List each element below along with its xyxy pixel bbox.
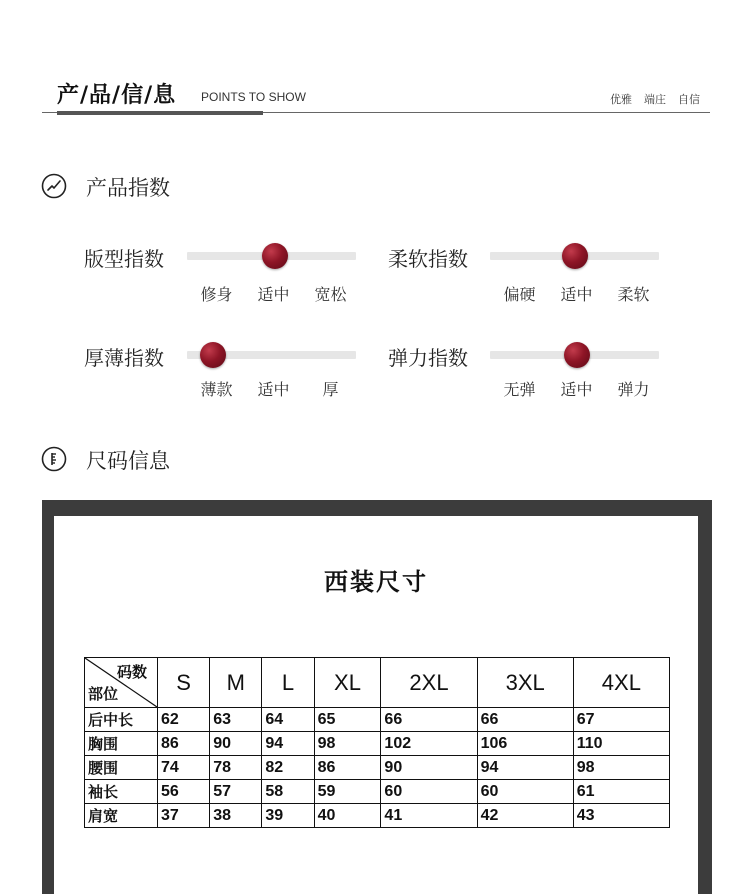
table-cell: 38: [210, 804, 262, 828]
table-cell: 57: [210, 780, 262, 804]
table-row: [85, 708, 670, 732]
index-label: 弹力指数: [388, 346, 468, 370]
size-header: M: [210, 658, 262, 708]
index-option: 厚: [322, 380, 339, 399]
size-header: XL: [314, 658, 381, 708]
index-knob: [564, 342, 590, 368]
table-row: [85, 804, 670, 828]
table-cell: 98: [573, 756, 669, 780]
table-cell: 86: [314, 756, 381, 780]
index-knob: [200, 342, 226, 368]
table-cell: 41: [381, 804, 477, 828]
table-cell: 37: [158, 804, 210, 828]
header-tag: 优雅: [610, 93, 632, 106]
trend-check-icon: [41, 173, 65, 197]
table-cell: 63: [210, 708, 262, 732]
corner-label-part: 部位: [88, 685, 119, 703]
index-knob: [262, 243, 288, 269]
table-cell: 43: [573, 804, 669, 828]
table-header-row: [85, 658, 670, 708]
table-cell: 102: [381, 732, 477, 756]
size-chart-title: 西装尺寸: [324, 568, 428, 596]
index-option: 修身: [200, 285, 233, 304]
table-cell: 94: [262, 732, 314, 756]
size-header: L: [262, 658, 314, 708]
ruler-list-icon: [41, 446, 65, 470]
index-label: 厚薄指数: [84, 346, 164, 370]
table-cell: 66: [477, 708, 573, 732]
table-cell: 61: [573, 780, 669, 804]
table-cell: 64: [262, 708, 314, 732]
index-option: 偏硬: [503, 285, 536, 304]
table-row: [85, 780, 670, 804]
table-cell: 60: [381, 780, 477, 804]
table-cell: 42: [477, 804, 573, 828]
index-option: 适中: [257, 380, 290, 399]
table-cell: 60: [477, 780, 573, 804]
size-header: 3XL: [477, 658, 573, 708]
index-option: 柔软: [617, 285, 650, 304]
table-row: [85, 756, 670, 780]
row-label: 袖长: [85, 780, 158, 804]
size-header: 2XL: [381, 658, 477, 708]
table-cell: 56: [158, 780, 210, 804]
index-options: [491, 282, 662, 305]
row-label: 腰围: [85, 756, 158, 780]
size-header: 4XL: [573, 658, 669, 708]
section-title-size-info: 尺码信息: [86, 449, 170, 473]
index-option: 宽松: [314, 285, 347, 304]
table-cell: 58: [262, 780, 314, 804]
table-cell: 59: [314, 780, 381, 804]
row-label: 胸围: [85, 732, 158, 756]
table-cell: 66: [381, 708, 477, 732]
table-cell: 90: [210, 732, 262, 756]
index-option: 薄款: [200, 380, 233, 399]
table-cell: 90: [381, 756, 477, 780]
index-option: 适中: [257, 285, 290, 304]
table-cell: 39: [262, 804, 314, 828]
index-option: 无弹: [503, 380, 536, 399]
row-label: 后中长: [85, 708, 158, 732]
table-row: [85, 732, 670, 756]
header-tag: 自信: [678, 93, 700, 106]
table-cell: 98: [314, 732, 381, 756]
row-label: 肩宽: [85, 804, 158, 828]
size-table: [84, 657, 670, 828]
table-cell: 67: [573, 708, 669, 732]
header-accent-bar: [57, 111, 263, 115]
table-cell: 62: [158, 708, 210, 732]
table-cell: 74: [158, 756, 210, 780]
table-cell: 110: [573, 732, 669, 756]
table-cell: 65: [314, 708, 381, 732]
table-cell: 86: [158, 732, 210, 756]
page-title: 产/品/信/息: [57, 83, 177, 108]
index-option: 弹力: [617, 380, 650, 399]
section-title-product-index: 产品指数: [86, 176, 170, 200]
table-cell: 40: [314, 804, 381, 828]
table-cell: 78: [210, 756, 262, 780]
table-corner-cell: [85, 658, 158, 708]
index-options: [491, 377, 662, 400]
table-cell: 106: [477, 732, 573, 756]
index-label: 柔软指数: [388, 247, 468, 271]
index-label: 版型指数: [84, 247, 164, 271]
size-header: S: [158, 658, 210, 708]
corner-label-size: 码数: [116, 663, 147, 681]
index-option: 适中: [560, 380, 593, 399]
header-tags: [610, 91, 700, 107]
table-cell: 82: [262, 756, 314, 780]
index-options: [188, 377, 359, 400]
index-option: 适中: [560, 285, 593, 304]
index-knob: [562, 243, 588, 269]
header-tag: 端庄: [644, 93, 666, 106]
table-cell: 94: [477, 756, 573, 780]
index-options: [188, 282, 359, 305]
page-subtitle: POINTS TO SHOW: [201, 90, 306, 104]
